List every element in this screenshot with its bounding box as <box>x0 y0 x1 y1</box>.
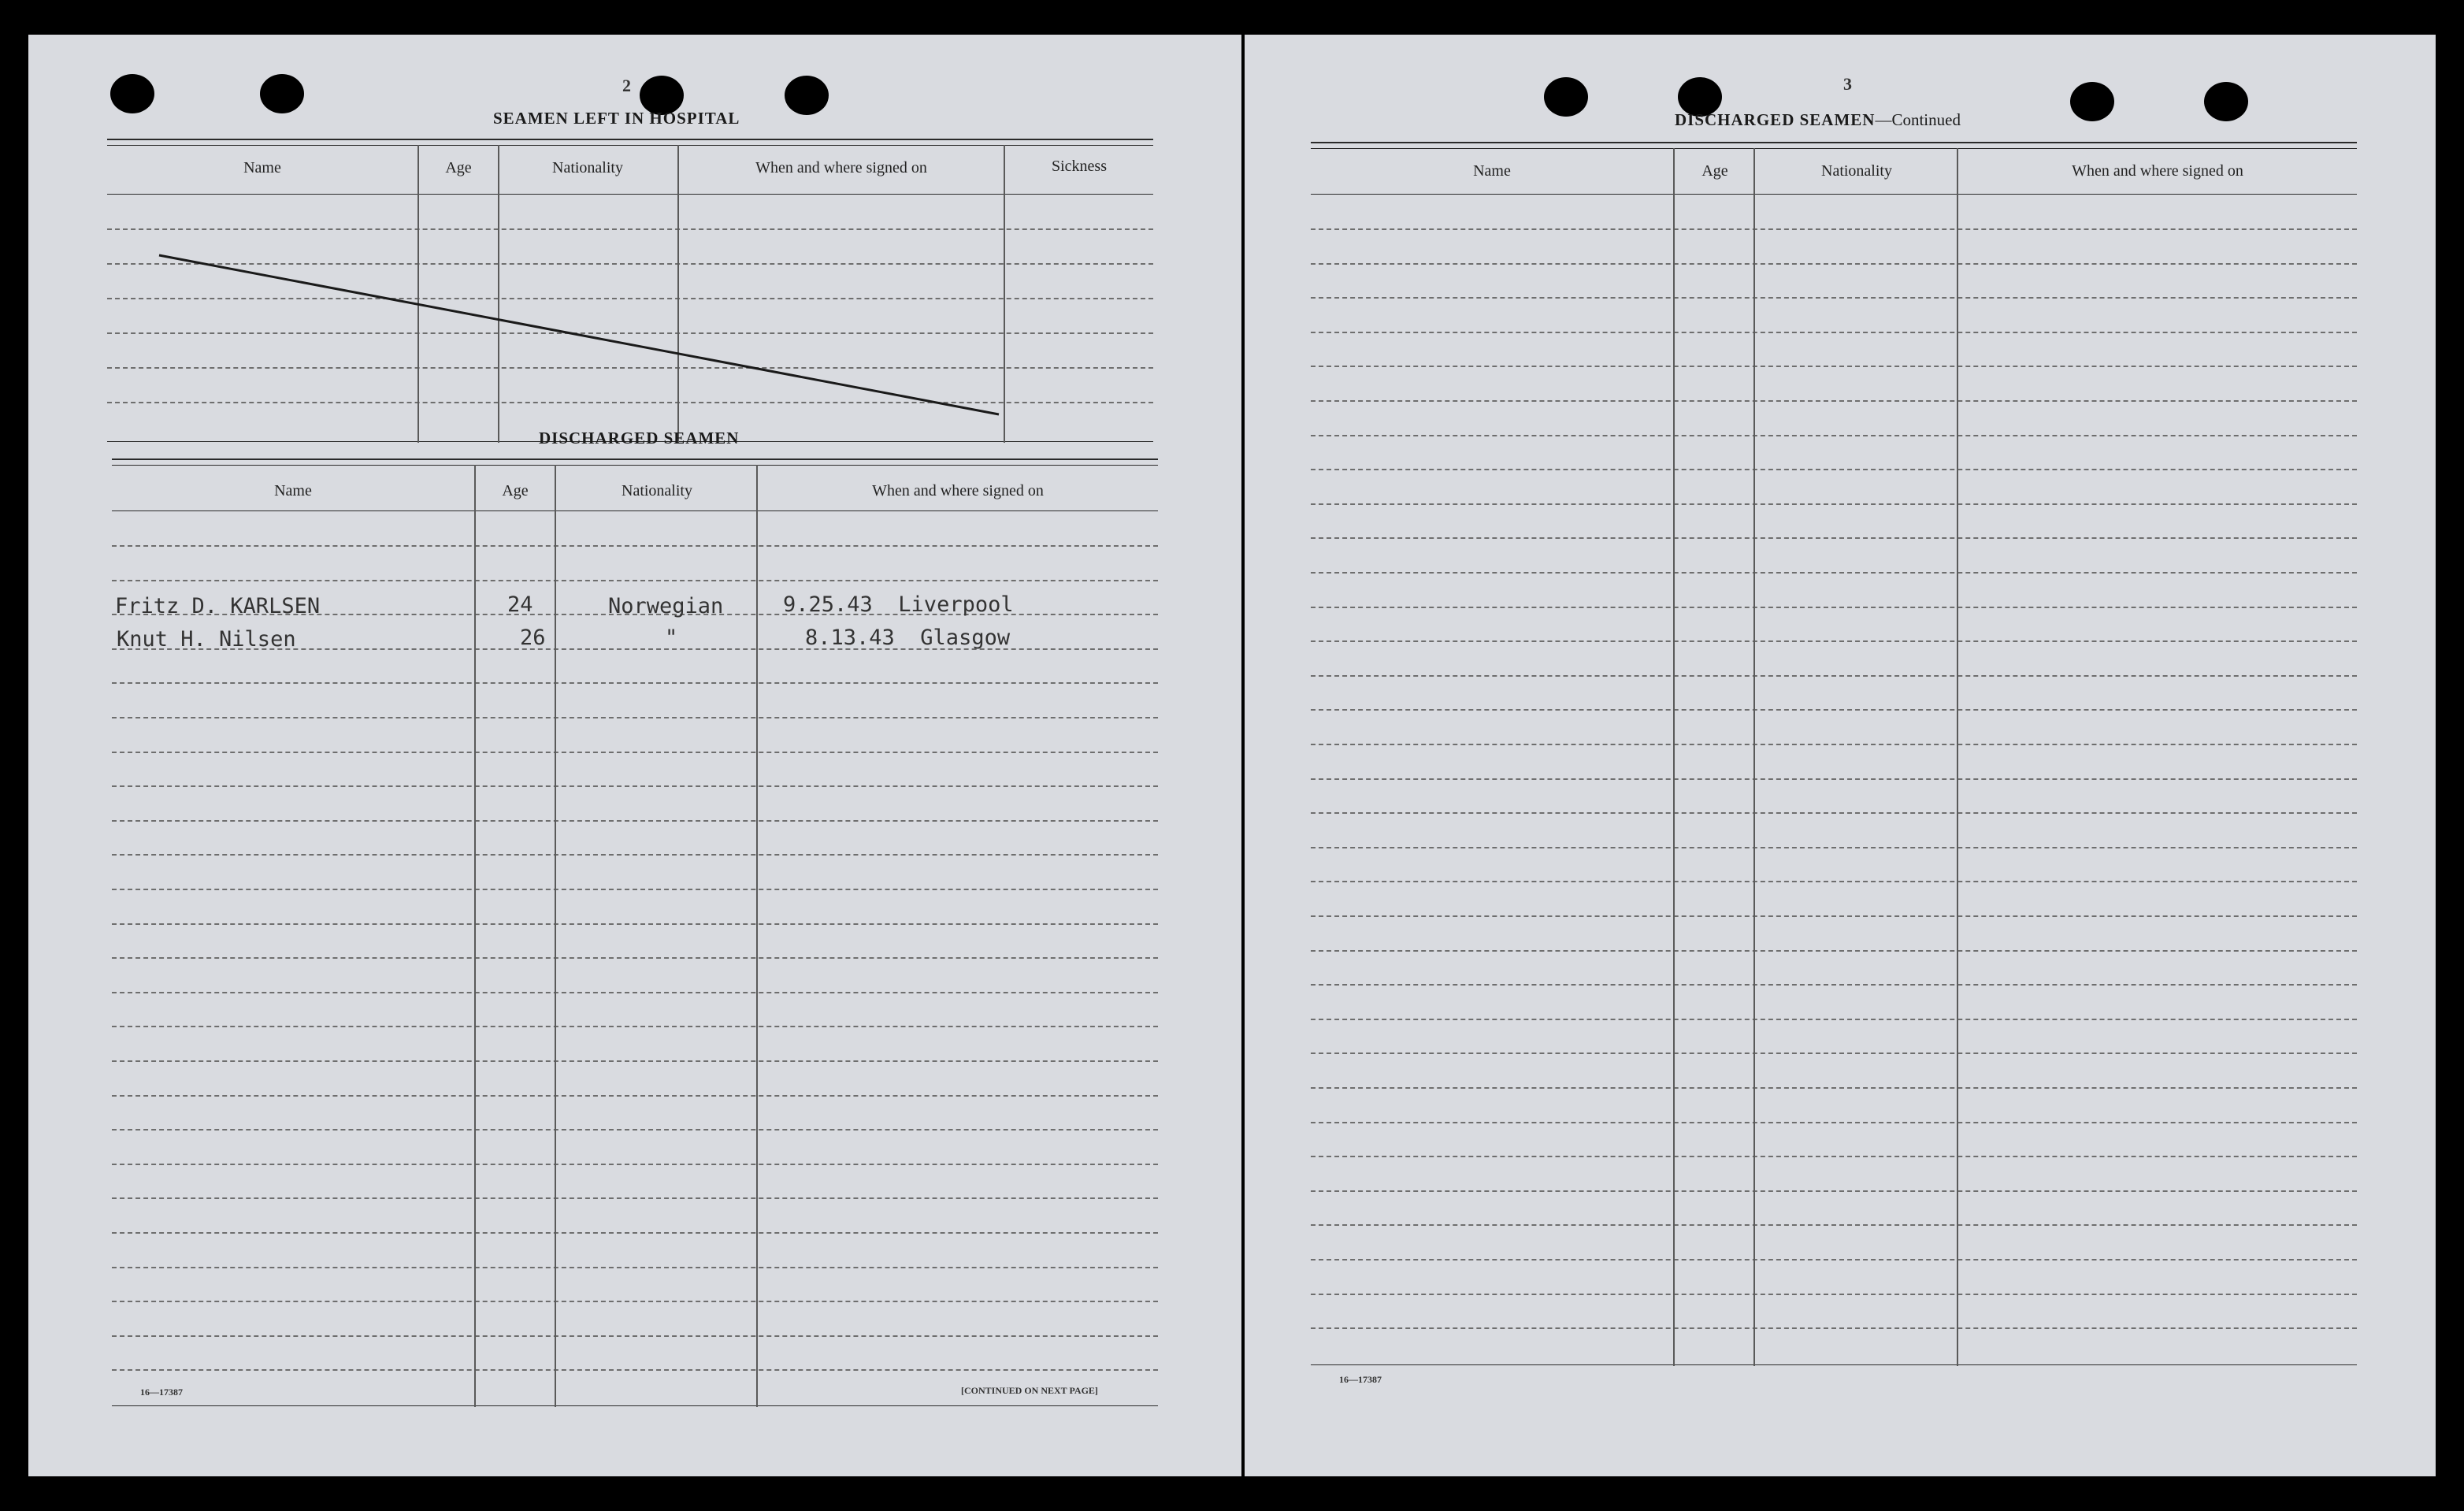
discharged-heading: DISCHARGED SEAMEN <box>539 429 740 447</box>
ruled-line <box>1311 1259 2357 1260</box>
ruled-line <box>112 820 1158 822</box>
column-header-age: Age <box>502 482 529 499</box>
column-header-signed-on: When and where signed on <box>755 159 927 176</box>
seaman-name: Knut H. Nilsen <box>117 627 296 652</box>
ruled-line <box>1311 950 2357 952</box>
punch-hole-icon <box>1544 77 1588 117</box>
ruled-line <box>1311 1156 2357 1157</box>
seaman-age: 26 <box>520 626 546 650</box>
ruled-line <box>112 752 1158 753</box>
ruled-line <box>1311 915 2357 917</box>
ruled-line <box>1311 1224 2357 1226</box>
ruled-line <box>1311 744 2357 745</box>
discharged-table <box>112 458 1158 1416</box>
ruled-line <box>112 1164 1158 1165</box>
ruled-line <box>112 1060 1158 1062</box>
ruled-line <box>1311 1294 2357 1295</box>
ruled-line <box>112 785 1158 787</box>
left-page <box>28 35 1241 1476</box>
ruled-line <box>1311 297 2357 299</box>
form-number: 16—17387 <box>1339 1374 1382 1385</box>
ruled-line <box>1311 1053 2357 1054</box>
ruled-line <box>1311 1327 2357 1329</box>
column-header-sickness: Sickness <box>1052 158 1107 175</box>
ruled-line <box>112 1197 1158 1199</box>
column-header-name: Name <box>274 482 312 499</box>
cross-out-line <box>107 139 1153 446</box>
ruled-line <box>112 1335 1158 1337</box>
ruled-line <box>112 1267 1158 1268</box>
seaman-signed-on: 8.13.43 Glasgow <box>805 626 1011 650</box>
column-header-signed-on: When and where signed on <box>872 482 1044 499</box>
ruled-line <box>1311 537 2357 539</box>
column-header-signed-on: When and where signed on <box>2072 162 2243 180</box>
right-page <box>1245 35 2436 1476</box>
page-number: 3 <box>1843 74 1852 94</box>
seaman-signed-on: 9.25.43 Liverpool <box>783 592 1014 617</box>
ruled-line <box>1311 572 2357 574</box>
seaman-age: 24 <box>507 592 533 617</box>
ruled-line <box>1311 503 2357 505</box>
ruled-line <box>1311 778 2357 780</box>
discharged-continued-heading <box>1675 110 1961 130</box>
ruled-line <box>112 682 1158 684</box>
ruled-line <box>1311 1190 2357 1192</box>
ruled-line <box>112 992 1158 993</box>
ruled-line <box>112 1232 1158 1234</box>
punch-hole-icon <box>2204 82 2248 121</box>
seaman-nationality: " <box>665 626 678 650</box>
ruled-line <box>1311 675 2357 677</box>
ruled-line <box>112 717 1158 718</box>
ruled-line <box>1311 881 2357 882</box>
page-number: 2 <box>622 76 631 95</box>
punch-hole-icon <box>785 76 829 115</box>
ruled-line <box>112 1369 1158 1371</box>
ruled-line <box>1311 228 2357 230</box>
ruled-line <box>112 1026 1158 1027</box>
seaman-name: Fritz D. KARLSEN <box>115 594 321 618</box>
punch-hole-icon <box>260 74 304 113</box>
ruled-line <box>112 923 1158 925</box>
column-header-name: Name <box>1473 162 1511 180</box>
ruled-line <box>1311 1122 2357 1123</box>
column-header-name: Name <box>243 159 281 176</box>
ruled-line <box>1311 263 2357 265</box>
ruled-line <box>1311 1087 2357 1089</box>
ruled-line <box>1311 709 2357 711</box>
ruled-line <box>112 889 1158 890</box>
column-header-age: Age <box>445 159 472 176</box>
ruled-line <box>1311 366 2357 367</box>
ruled-line <box>112 1129 1158 1130</box>
column-header-nationality: Nationality <box>622 482 692 499</box>
ruled-line <box>1311 847 2357 848</box>
ruled-line <box>1311 607 2357 608</box>
ruled-line <box>1311 469 2357 470</box>
punch-hole-icon <box>110 74 154 113</box>
seaman-nationality: Norwegian <box>608 594 724 618</box>
ruled-line <box>112 957 1158 959</box>
column-header-age: Age <box>1701 162 1728 180</box>
ruled-line <box>112 854 1158 856</box>
hospital-heading: SEAMEN LEFT IN HOSPITAL <box>493 109 740 128</box>
ruled-line <box>112 1095 1158 1097</box>
ruled-line <box>1311 812 2357 814</box>
continued-note: [CONTINUED ON NEXT PAGE] <box>961 1385 1098 1396</box>
ruled-line <box>1311 332 2357 333</box>
ruled-line <box>1311 400 2357 402</box>
ruled-line <box>1311 1019 2357 1020</box>
ruled-line <box>1311 984 2357 986</box>
ruled-line <box>112 545 1158 547</box>
column-header-nationality: Nationality <box>552 159 623 176</box>
hospital-table <box>107 139 1153 446</box>
ruled-line <box>1311 640 2357 642</box>
ruled-line <box>112 1301 1158 1302</box>
form-number: 16—17387 <box>140 1387 183 1398</box>
heading-suffix: —Continued <box>1875 110 1961 129</box>
discharged-continued-table <box>1311 142 2357 1402</box>
punch-hole-icon <box>2070 82 2114 121</box>
ruled-line <box>112 580 1158 581</box>
ruled-line <box>1311 435 2357 436</box>
column-header-nationality: Nationality <box>1821 162 1892 180</box>
heading-main: DISCHARGED SEAMEN <box>1675 110 1876 129</box>
